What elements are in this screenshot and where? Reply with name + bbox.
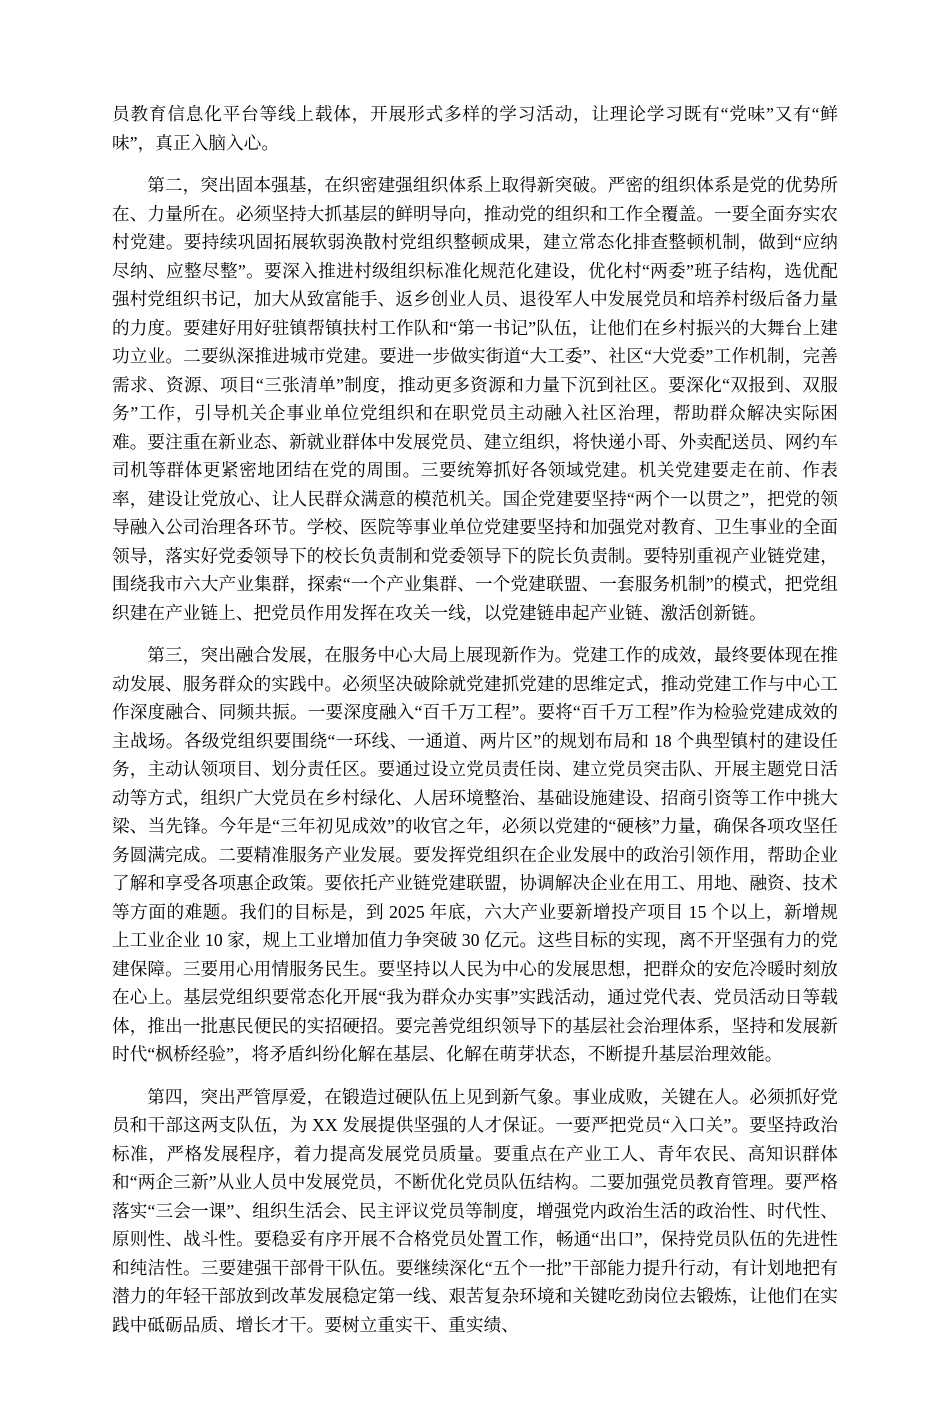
paragraph-2: 第二，突出固本强基，在织密建强组织体系上取得新突破。严密的组织体系是党的优势所在、力量所在。必须坚持大抓基层的鲜明导向，推动党的组织和工作全覆盖。一要全面夯实农村党建。要持续巩固拓展软弱涣散村党组织整顿成果，建立常态化排查整顿机制，做到“应纳尽纳、应整尽整”。要深入推进村级组织标准化规范化建设，优化村“两委”班子结构，选优配强村党组织书记，加大从致富能手、返乡创业人员、退役军人中发展党员和培养村级后备力量的力度。要建好用好驻镇帮镇扶村工作队和“第一书记”队伍，让他们在乡村振兴的大舞台上建功立业。二要纵深推进城市党建。要进一步做实街道“大工委”、社区“大党委”工作机制，完善需求、资源、项目“三张清单”制度，推动更多资源和力量下沉到社区。要深化“双报到、双服务”工作，引导机关企事业单位党组织和在职党员主动融入社区治理，帮助群众解决实际困难。要注重在新业态、新就业群体中发展党员、建立组织，将快递小哥、外卖配送员、网约车司机等群体更紧密地团结在党的周围。三要统筹抓好各领域党建。机关党建要走在前、作表率，建设让党放心、让人民群众满意的模范机关。国企党建要坚持“两个一以贯之”，把党的领导融入公司治理各环节。学校、医院等事业单位党建要坚持和加强党对教育、卫生事业的全面领导，落实好党委领导下的校长负责制和党委领导下的院长负责制。要特别重视产业链党建，围绕我市六大产业集群，探索“一个产业集群、一个党建联盟、一套服务机制”的模式，把党组织建在产业链上、把党员作用发挥在攻关一线，以党建链串起产业链、激活创新链。: [112, 175, 838, 623]
paragraph-1: 员教育信息化平台等线上载体，开展形式多样的学习活动，让理论学习既有“党味”又有“鲜味”，真正入脑入心。: [112, 104, 838, 153]
document-body: [112, 100, 838, 1339]
paragraph-4: 第四，突出严管厚爱，在锻造过硬队伍上见到新气象。事业成败，关键在人。必须抓好党员和干部这两支队伍，为 XX 发展提供坚强的人才保证。一要严把党员“入口关”。要坚持政治标准，严格发展程序，着力提高发展党员质量。要重点在产业工人、青年农民、高知识群体和“两企三新”从业人员中发展党员，不断优化党员队伍结构。二要加强党员教育管理。要严格落实“三会一课”、组织生活会、民主评议党员等制度，增强党内政治生活的政治性、时代性、原则性、战斗性。要稳妥有序开展不合格党员处置工作，畅通“出口”，保持党员队伍的先进性和纯洁性。三要建强干部骨干队伍。要继续深化“五个一批”干部能力提升行动，有计划地把有潜力的年轻干部放到改革发展稳定第一线、艰苦复杂环境和关键吃劲岗位去锻炼，让他们在实践中砥砺品质、增长才干。要树立重实干、重实绩、: [112, 1086, 838, 1335]
paragraph-3: 第三，突出融合发展，在服务中心大局上展现新作为。党建工作的成效，最终要体现在推动发展、服务群众的实践中。必须坚决破除就党建抓党建的思维定式，推动党建工作与中心工作深度融合、同频共振。一要深度融入“百千万工程”。要将“百千万工程”作为检验党建成效的主战场。各级党组织要围绕“一环线、一通道、两片区”的规划布局和 18 个典型镇村的建设任务，主动认领项目、划分责任区。要通过设立党员责任岗、建立党员突击队、开展主题党日活动等方式，组织广大党员在乡村绿化、人居环境整治、基础设施建设、招商引资等工作中挑大梁、当先锋。今年是“三年初见成效”的收官之年，必须以党建的“硬核”力量，确保各项攻坚任务圆满完成。二要精准服务产业发展。要发挥党组织在企业发展中的政治引领作用，帮助企业了解和享受各项惠企政策。要依托产业链党建联盟，协调解决企业在用工、用地、融资、技术等方面的难题。我们的目标是，到 2025 年底，六大产业要新增投产项目 15 个以上，新增规上工业企业 10 家，规上工业增加值力争突破 30 亿元。这些目标的实现，离不开坚强有力的党建保障。三要用心用情服务民生。要坚持以人民为中心的发展思想，把群众的安危冷暖时刻放在心上。基层党组织要常态化开展“我为群众办实事”实践活动，通过党代表、党员活动日等载体，推出一批惠民便民的实招硬招。要完善党组织领导下的基层社会治理体系，坚持和发展新时代“枫桥经验”，将矛盾纠纷化解在基层、化解在萌芽状态，不断提升基层治理效能。: [112, 645, 838, 1064]
